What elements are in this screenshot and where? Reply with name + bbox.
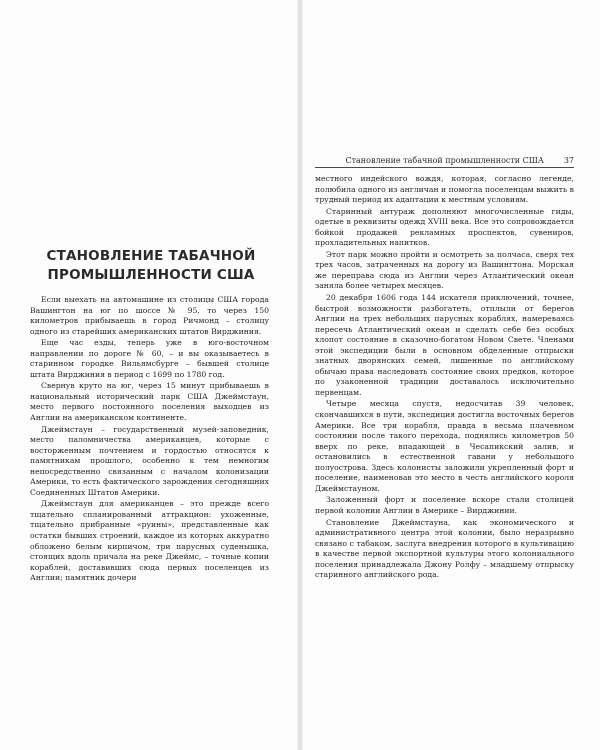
paragraph: Свернув круто на юг, через 15 минут прибываешь в национальный исторический парк США Джеймстаун, место первого постоянного поселения выходцев из Англии на американском континенте. [30,381,269,423]
paragraph: Если выехать на автомашине из столицы США города Вашингтон на юг по шоссе № 95, то через 150 километров прибываешь в город Ричмонд – столицу одного из старейших американских штатов Вирджиния. [30,295,269,336]
left-page-body [30,295,269,584]
chapter-title-line: ПРОМЫШЛЕННОСТИ США [47,267,255,283]
left-page [0,0,297,750]
paragraph: Джеймстаун – государственный музей-заповедник, место паломничества американцев, которые с восторженным почтением и гордостью относятся к памятникам прошлого, особенно к тем немногим непосредственно связанным с началом колонизации Америки, то есть фактического зарождения сегодняшних Соединенных Штатов Америки. [30,424,269,497]
page-number: 37 [563,156,574,165]
running-head-title: Становление табачной промышленности США [345,156,544,165]
chapter-title [30,247,272,285]
paragraph: Старинный антураж дополняют многочисленные гиды, одетые в реквизиты одежд XVIII века. Все это сопровождается бойкой продажей рекламных проспектов, сувениров, прохладительных напитков. [315,206,574,248]
chapter-title-line: СТАНОВЛЕНИЕ ТАБАЧНОЙ [46,248,256,264]
paragraph: Становление Джеймстауна, как экономического и административного центра этой колонии, было неразрывно связано с табаком, заслуга внедрения которого в культивацию в качестве первой экспортной культуры этого колониального поселения принадлежала Джону Ролфу – младшему отпрыску старинного английского рода. [315,517,574,580]
paragraph: местного индейского вождя, которая, согласно легенде, полюбила одного из англичан и помогла поселенцам выжить в трудный период их адаптации к местным условиям. [315,174,574,205]
paragraph: Джеймстаун для американцев – это прежде всего тщательно спланированный аттракцион: ухоженные, тщательно прибранные «руины», представленные как остатки бывших строений, каждое из которых аккуратно обложено белым кирпичом, три парусных суденышка, стоящих вдоль причала на реке Джеймс, – точные копии кораблей, доставивших сюда первых поселенцев из Англии; памятник дочери [30,499,269,583]
paragraph: Заложенный форт и поселение вскоре стали столицей первой колонии Англии в Америке – Вирджинии. [315,495,574,515]
right-page-body [315,174,574,581]
right-page [303,0,600,750]
running-head [315,155,574,168]
paragraph: Четыре месяца спустя, недосчитав 39 человек, скончавшихся в пути, экспедиция достигла восточных берегов Америки. Все три корабля, правда в весьма плачевном состоянии после такого перехода, поднялись километров 50 вверх по реке, впадающей в Чесапикский залив, и остановились в естественной гавани у небольшого полуострова. Здесь колонисты заложили укрепленный форт и поселение, наименовав это место в честь английского короля Джеймстауном. [315,399,574,493]
paragraph: Этот парк можно пройти и осмотреть за полчаса, сверх тех трех часов, затраченных на дорогу из Вашингтона. Морская же переправа сюда из Англии через Атлантический океан заняла более четырех месяцев. [315,249,574,291]
paragraph: 20 декабря 1606 года 144 искателя приключений, точнее, быстрой возможности разбогатеть, отплыли от берегов Англии на трех небольших парусных кораблях, намереваясь пересечь Атлантический океан и сделать себе без особых хлопот состояние в сказочно-богатом Новом Свете. Членами этой экспедиции были в основном обделенные отпрыски знатных дворянских семей, лишенные по английскому обычаю права наследовать состояние своих предков, которое по узаконенной традиции доставалось исключительно первенцам. [315,293,574,397]
paragraph: Еще час езды, теперь уже в юго-восточном направлении по дороге № 60, – и вы оказываетесь в старинном городке Вильямсбурге – бывшей столице штата Вирджиния в период с 1699 по 1780 год. [30,338,269,379]
